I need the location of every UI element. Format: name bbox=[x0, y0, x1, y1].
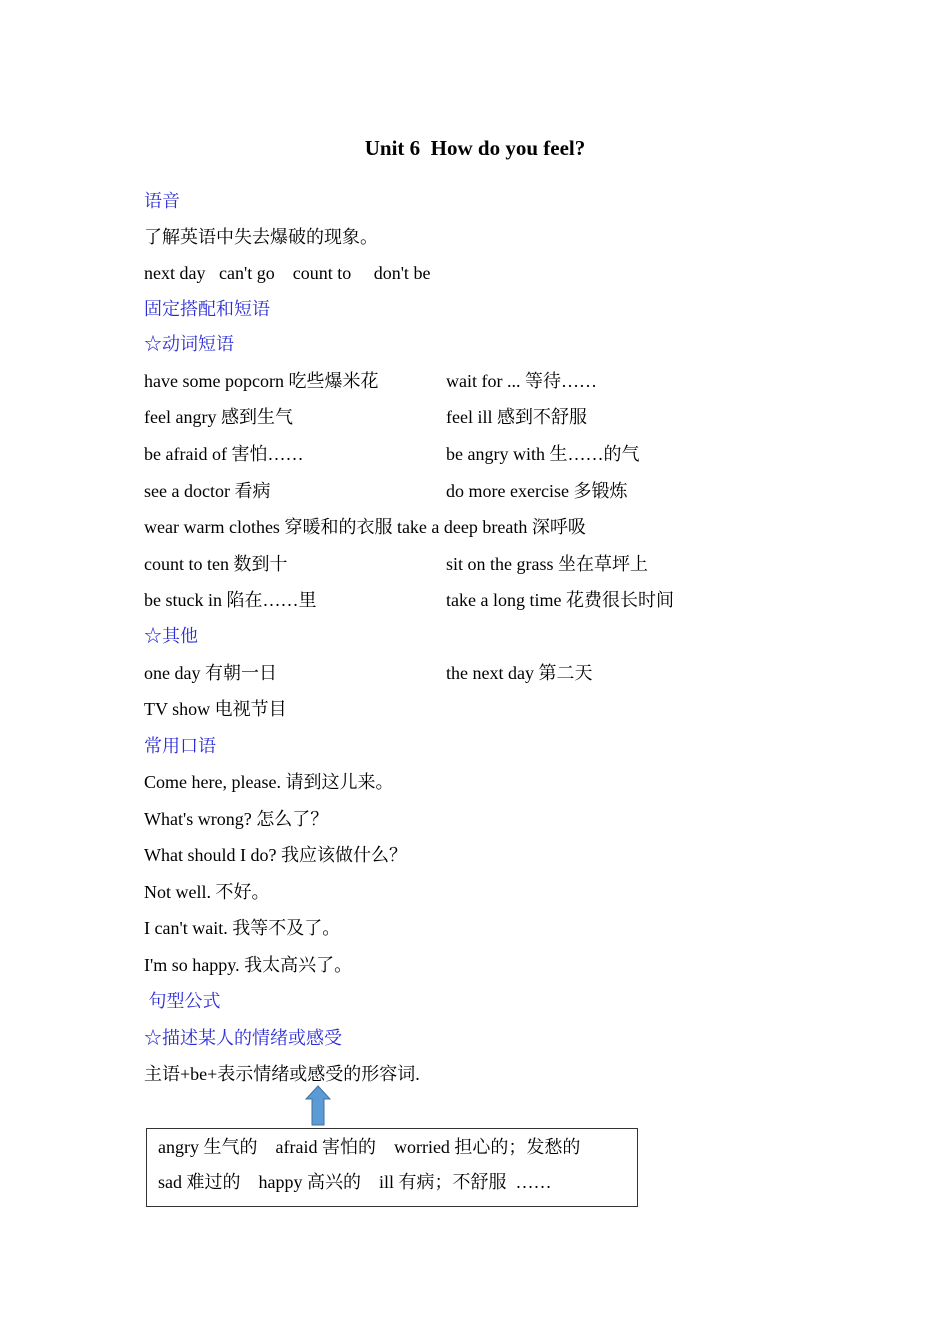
verb-phrase-right: do more exercise 多锻炼 bbox=[446, 481, 628, 501]
verb-phrase-left: feel angry 感到生气 bbox=[144, 407, 293, 427]
spoken-line: I'm so happy. 我太高兴了。 bbox=[144, 955, 353, 975]
pronunciation-intro: 了解英语中失去爆破的现象。 bbox=[144, 227, 378, 247]
page-title: Unit 6 How do you feel? bbox=[364, 136, 586, 160]
heading-patterns: 句型公式 bbox=[144, 991, 221, 1011]
heading-spoken: 常用口语 bbox=[144, 736, 216, 756]
other-phrase-left: one day 有朝一日 bbox=[144, 663, 277, 683]
spoken-line: What should I do? 我应该做什么？ bbox=[144, 845, 407, 865]
verb-phrase-right: feel ill 感到不舒服 bbox=[446, 407, 587, 427]
heading-pronunciation: 语音 bbox=[144, 191, 180, 211]
adjective-line: sad 难过的 happy 高兴的 ill 有病；不舒服 …… bbox=[158, 1172, 552, 1192]
verb-phrase-left: wear warm clothes 穿暖和的衣服 take a deep breath 深呼吸 bbox=[144, 517, 586, 537]
verb-phrase-right: take a long time 花费很长时间 bbox=[446, 590, 674, 610]
pronunciation-examples: next day can't go count to don't be bbox=[144, 263, 431, 283]
up-arrow-icon bbox=[305, 1085, 331, 1126]
heading-others: ☆其他 bbox=[144, 626, 198, 646]
verb-phrase-right: wait for ... 等待…… bbox=[446, 371, 597, 391]
other-phrase-right: the next day 第二天 bbox=[446, 663, 593, 683]
heading-emotion-pattern: ☆描述某人的情绪或感受 bbox=[144, 1028, 342, 1048]
adjective-box bbox=[146, 1128, 638, 1207]
verb-phrase-right: be angry with 生……的气 bbox=[446, 444, 640, 464]
spoken-line: Come here, please. 请到这儿来。 bbox=[144, 772, 394, 792]
verb-phrase-left: have some popcorn 吃些爆米花 bbox=[144, 371, 379, 391]
spoken-line: What's wrong? 怎么了？ bbox=[144, 809, 329, 829]
verb-phrase-left: be afraid of 害怕…… bbox=[144, 444, 304, 464]
verb-phrase-right: sit on the grass 坐在草坪上 bbox=[446, 554, 648, 574]
pattern-formula: 主语+be+表示情绪或感受的形容词. bbox=[144, 1064, 420, 1084]
verb-phrase-left: be stuck in 陷在……里 bbox=[144, 590, 317, 610]
verb-phrase-left: count to ten 数到十 bbox=[144, 554, 288, 574]
heading-verb-phrases: ☆动词短语 bbox=[144, 334, 234, 354]
verb-phrase-left: see a doctor 看病 bbox=[144, 481, 271, 501]
spoken-line: I can't wait. 我等不及了。 bbox=[144, 918, 341, 938]
heading-phrases: 固定搭配和短语 bbox=[144, 299, 270, 319]
adjective-line: angry 生气的 afraid 害怕的 worried 担心的；发愁的 bbox=[158, 1137, 581, 1157]
other-phrase-left: TV show 电视节目 bbox=[144, 699, 287, 719]
spoken-line: Not well. 不好。 bbox=[144, 882, 270, 902]
